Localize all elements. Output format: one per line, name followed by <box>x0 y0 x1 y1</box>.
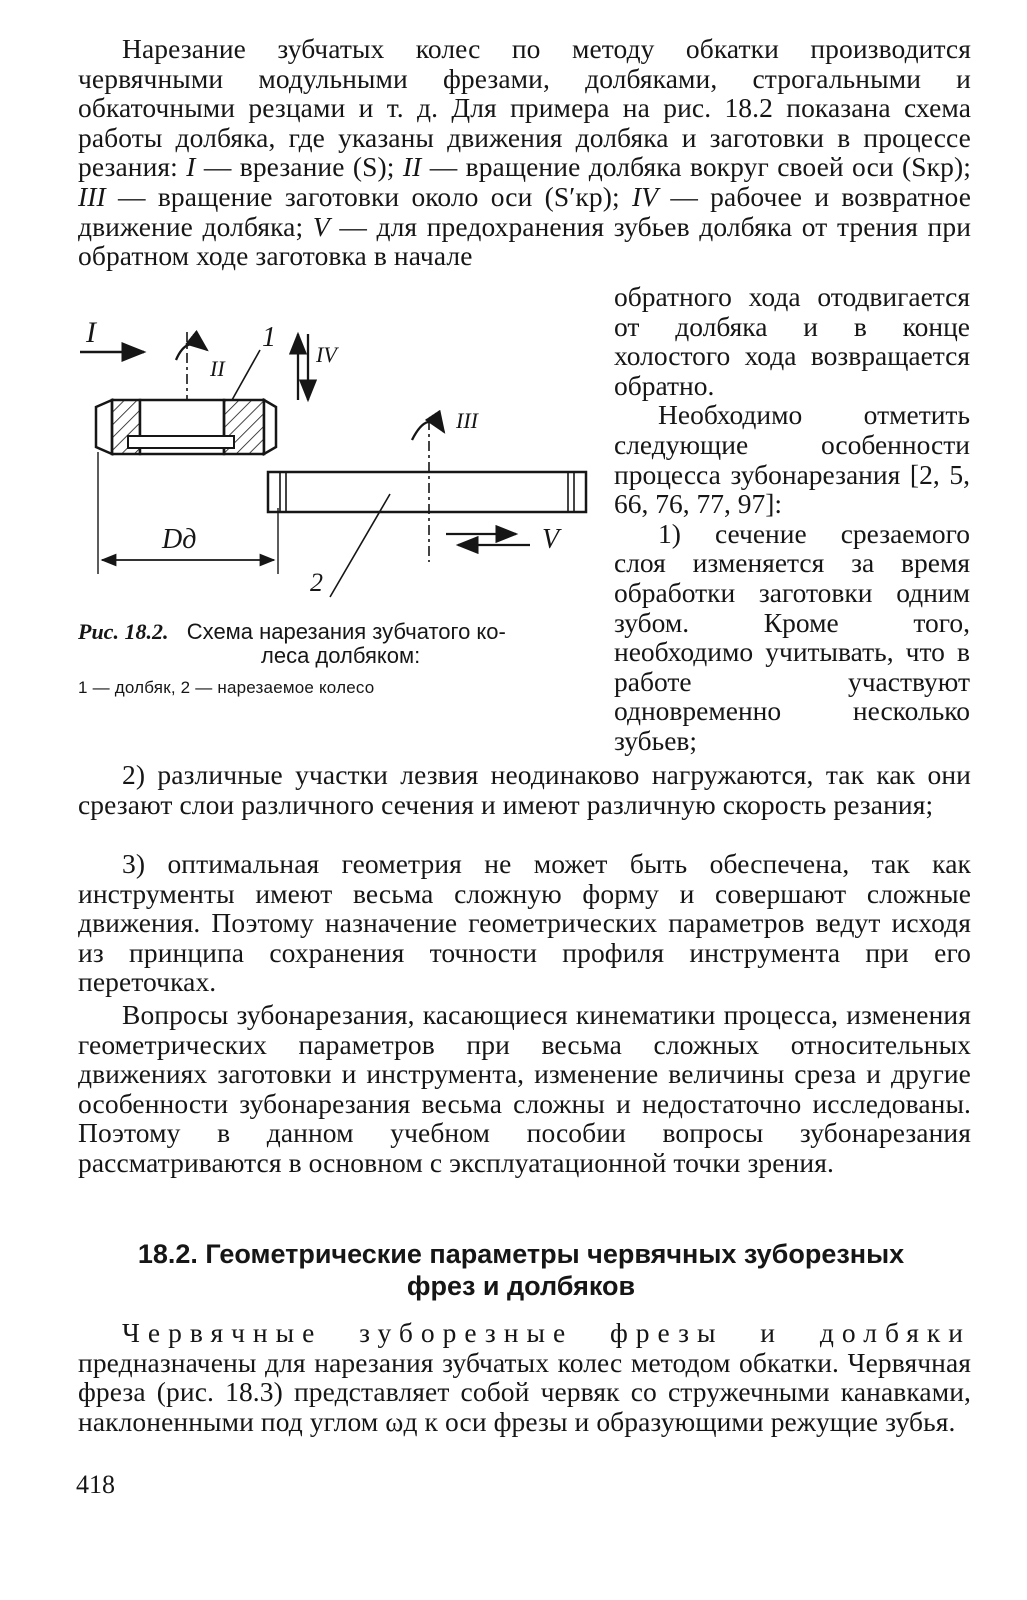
label-I: I <box>86 316 96 349</box>
paragraph-item-3: 3) оптимальная геометрия не может быть обеспечена, так как инструменты имеют весьма сложную форму и совершают сложные движения. Поэтому назначение геометрических параметров ведут исходя из принципа сохранения точности профиля инструмента при его переточках. <box>78 848 971 998</box>
label-II: II <box>210 356 225 381</box>
label-2: 2 <box>310 568 323 597</box>
caption-text-1: Схема нарезания зубчатого ко- <box>186 619 506 644</box>
caption-text-2: леса долбяком: <box>261 643 421 668</box>
intro-cont: — врезание (S); <box>203 151 395 183</box>
roman-V: V <box>312 210 330 242</box>
intro-cont5: — для предохранения зубьев долбяка от трения при обратном ходе заготовка в начале <box>78 210 972 272</box>
label-V: V <box>542 524 560 555</box>
heading-line-2: фрез и долбяков <box>406 1271 636 1301</box>
side-paragraph: обратного хода отодвигается от долбяка и в конце холостого хода возвращается обратно. <box>614 281 970 401</box>
page-number: 418 <box>76 1470 115 1499</box>
intro-cont4: — рабочее и возвратное движение долбяка; <box>78 180 972 242</box>
paragraph-section-body <box>78 1318 971 1436</box>
roman-II: II <box>402 151 422 183</box>
caption-number: Рис. 18.2. <box>78 619 169 644</box>
paragraph-item-2: 2) различные участки лезвия неодинаково нагружаются, так как они срезают слои различного сечения и имеют различную скорость резания; <box>78 759 971 820</box>
intro-text: Нарезание зубчатых колес по методу обкатки производится червячными модульными фрезами, долбяками, строгальными и обкаточными резцами и т. д. Для примера на рис. 18.2 показана схема работы долбяка, где указаны движения долбяка и заготовки в процессе резания: <box>78 33 971 183</box>
heading-line-1: 18.2. Геометрические параметры червячных зуборезных <box>137 1239 905 1269</box>
paragraph-intro <box>78 34 971 271</box>
side-column <box>614 282 970 756</box>
roman-I: I <box>186 151 196 183</box>
roman-IV: IV <box>631 180 659 212</box>
caption-line-1 <box>78 620 603 644</box>
label-IV: IV <box>316 342 337 367</box>
intro-cont2: — вращение долбяка вокруг своей оси (Sкр); <box>429 151 971 183</box>
paragraph-questions: Вопросы зубонарезания, касающиеся кинематики процесса, изменения геометрических параметров при весьма сложных относительных движениях заготовки и инструмента, изменение величины среза и другие особенности зубонарезания весьма сложны и недостаточно исследованы. Поэтому в данном учебном пособии вопросы зубонарезания рассматриваются в основном с эксплуатационной точки зрения. <box>78 999 971 1178</box>
caption-legend: 1 — долбяк, 2 — нарезаемое колесо <box>78 678 375 697</box>
section-body-text: предназначены для нарезания зубчатых колес методом обкатки. Червячная фреза (рис. 18.3) представляет собой червяк со стружечными канавками, наклоненными под углом ωд к оси фрезы и образующими режущие зубья. <box>78 1346 971 1437</box>
figure-caption <box>78 620 603 698</box>
spaced-term: Червячные зуборезные фрезы и долбяки <box>122 1317 971 1348</box>
section-heading <box>72 1238 970 1302</box>
roman-III: III <box>78 180 106 212</box>
label-1: 1 <box>262 322 276 353</box>
side-item-1: 1) сечение срезаемого слоя изменяется за время обработки заготовки одним зубом. Кроме того, необходимо учитывать, что в работе участвуют одновременно несколько зубьев; <box>614 517 970 756</box>
gear-shaping-diagram <box>72 312 612 612</box>
label-D: Dд <box>162 524 197 555</box>
side-note: Необходимо отметить следующие особенности процесса зубонарезания [2, 5, 66, 76, 77, 97]: <box>614 399 970 520</box>
label-III: III <box>456 408 478 433</box>
intro-cont3: — вращение заготовки около оси (S′кр); <box>118 180 620 212</box>
